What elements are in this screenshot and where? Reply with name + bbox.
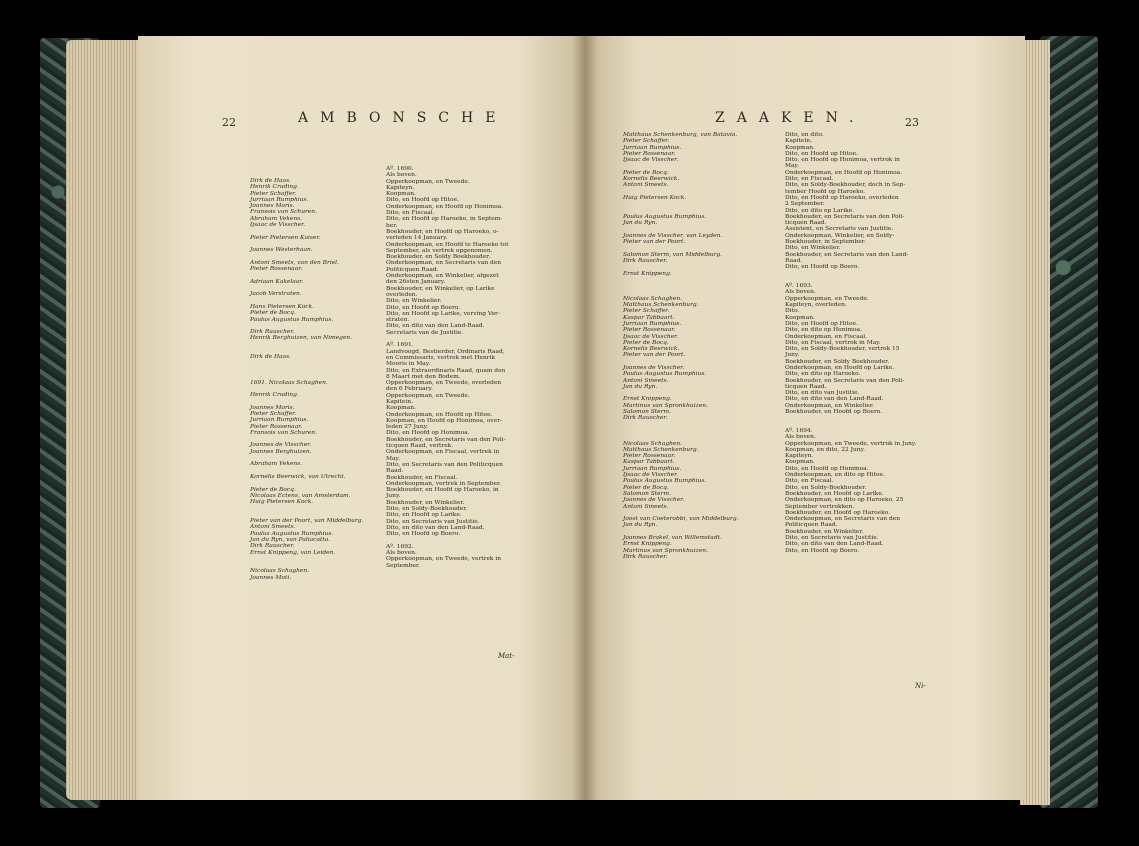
office-line: Dito, en dito van den Land-Raad. [785, 541, 884, 548]
office-line: Koopman. [386, 405, 416, 412]
name-line: Ijsaac de Visscher. [250, 222, 306, 229]
name-line: Joannes Westerhaan. [250, 247, 313, 254]
office-line: Koopman, en dito, 22 Juny. [785, 446, 865, 453]
name-line: Hans Pietersen Kock. [250, 303, 315, 310]
office-line: Dito, en Secretaris van Justitie. [785, 535, 879, 541]
office-line: Als boven. [785, 289, 816, 296]
office-line: Dito, en Secretaris van Justitie. [386, 518, 480, 525]
name-line: Jurriaan Rumphius. [623, 320, 682, 327]
office-line: Aº. 1692. [386, 543, 414, 550]
name-line: Pieter de Bocq. [623, 169, 669, 176]
office-line: Onderkoopman, en Hoofd op Hitoe. [386, 411, 493, 418]
office-line: Boekhouder, en Secretaris van den Poli- [785, 377, 905, 384]
office-line: ticquen Raad, vertrek. [386, 443, 454, 450]
office-line: en Commissaris, vertrek met Henrik [386, 354, 496, 361]
name-line: Ernst Knippeng. [623, 541, 672, 548]
name-line: Jurriaan Rumphius. [623, 465, 682, 472]
name-line: Jurriaan Rumphius. [250, 417, 309, 424]
office-line: Dito, en Hoofd op Boero. [386, 531, 461, 538]
name-line: Pieter de Bocq. [623, 339, 669, 346]
right-page [585, 36, 1025, 800]
office-line: Dito, en Soldy-Boekhouder, doch in Sep- [785, 182, 906, 189]
name-line: Abraham Vekens. [250, 215, 303, 222]
office-line: Assistent, en Secretaris van Justitie. [785, 226, 894, 233]
name-line: Jurriaan Rumphius. [623, 144, 682, 151]
page-number-left: 22 [222, 116, 236, 129]
name-line: Dirk de Haas. [250, 178, 292, 184]
office-line: ticquen Raad. [785, 383, 827, 390]
name-line: Pieter Schaffer. [250, 410, 297, 417]
office-line: Juny. [785, 352, 800, 359]
name-line: Pieter Rossenaar. [623, 453, 676, 460]
office-line: Boekhouder, en Secretaris van den Land- [785, 251, 909, 258]
office-line: Opperkoopman, en Tweede. [785, 295, 869, 302]
office-line: Onderkoopman, en Hoofd op Honimoa. [386, 203, 504, 210]
office-line: leden 27 Juny. [386, 424, 429, 431]
office-line: 2 September. [785, 201, 825, 208]
office-line: Dito, en dito van den Land-Raad. [785, 396, 884, 403]
name-line: Pieter de Bocq. [250, 310, 296, 317]
catchword-right: Ni- [915, 682, 926, 690]
name-line: Nicolaas Schaghen. [623, 295, 683, 302]
name-line: Paulus Augustus Rumphius. [250, 316, 334, 323]
office-line: Dito. [785, 308, 800, 315]
name-line: Matthaus Schenkenburg. [623, 446, 699, 453]
office-line: Raad. [785, 257, 803, 264]
name-line: Salomon Sterm. [623, 490, 671, 497]
office-line: Dito, en dito op Honimoa. [785, 327, 862, 334]
office-line: Onderkoopman, en Fiscaal. [785, 333, 867, 340]
name-line: Joannes Brakel, van Willemstadt. [623, 535, 722, 541]
office-line: Boekhouder, en Hoofd op Haroeko, o- [386, 228, 499, 235]
office-line: Dito, en Fiscaal. [785, 478, 834, 485]
office-line: Boekhouder, en Secretaris van den Poli- [785, 213, 905, 220]
name-line: Paulus Augustus Rumphius. [623, 213, 707, 220]
office-line: Onderkoopman, en Hoofd te Haroeko tot [386, 241, 509, 248]
office-line: Kapiteyn. [386, 184, 415, 191]
name-line: Salomon Sterm, van Middelburg. [623, 251, 723, 258]
office-line: 8 Maart met den Bodem. [386, 373, 461, 380]
office-line: Dito, en dito op Haroeko. [785, 371, 861, 378]
office-line: Boekhouder, en Winkelier, op Larike [386, 285, 495, 292]
office-line: Koopman. [386, 191, 416, 198]
name-line: Joost van Coeterobbi, van Middelburg. [623, 516, 739, 523]
office-line: Dito, en Hoofd op Larike. [386, 512, 462, 519]
name-line: Matthaus Schenkenburg, van Batavia. [623, 132, 738, 138]
office-line: Onderkoopman, en dito op Haroeko, 25 [785, 497, 904, 504]
office-line: Secretaris van de Justitie. [386, 329, 464, 336]
name-line: Henrik Berghuizen, van Nimegen. [250, 335, 353, 342]
office-line: Dito, en Hoofd op Honimoa, vertrok in [785, 157, 900, 164]
name-line: Ernst Knippeng. [623, 396, 672, 403]
name-line: Ijsaac de Visscher. [623, 333, 679, 340]
office-line: Dito, en Hoofd op Boero. [785, 264, 860, 271]
office-line: Dito, en Hoofd op Honimoa. [386, 430, 470, 437]
office-line: Opperkoopman, en Tweede, overleden [386, 380, 502, 387]
office-line: Dito, en dito van den Land-Raad. [386, 524, 485, 531]
name-line: Kornelis Beerwick. [623, 176, 680, 183]
name-line: Joannes Berghuizen. [250, 448, 312, 455]
office-line: Boekhouder, en Winkelier. [386, 499, 465, 506]
office-line: Onderkoopman, en Secretaris van den [785, 516, 901, 523]
name-line: Pieter Rossenaar. [250, 423, 303, 430]
office-line: Dito, en Hoofd op Haroeko, in Septem- [386, 216, 503, 223]
offices-column-left [386, 166, 508, 569]
name-line: Ernst Knippeng. [623, 270, 672, 277]
name-line: Jurriaan Rumphius. [250, 196, 309, 203]
name-line: Pieter Schaffer. [250, 190, 297, 197]
name-line: Martinus van Spronkhuizen. [623, 547, 708, 554]
office-line: Boekhouder, en Hoofd op Haroeko. [785, 509, 891, 516]
name-line: Antoni Smeets. [623, 182, 669, 189]
name-line: Pieter van der Poort. [623, 352, 686, 359]
name-line: Pieter van der Poort. [623, 239, 686, 246]
office-line: Kapitein. [785, 138, 812, 145]
name-line: Jan du Ryn. [623, 220, 658, 227]
office-line: Onderkoopman, Winkelier, en Soldy- [785, 232, 895, 239]
name-line: Paulus Augustus Rumphius. [250, 530, 334, 537]
office-line: Boekhouder, en Soldy Boekhouder. [386, 254, 491, 261]
names-column-right [623, 132, 739, 560]
page-heading-left: AMBONSCHE [298, 110, 508, 126]
office-line: Als boven. [386, 172, 417, 179]
office-line: Juny. [386, 493, 401, 500]
name-line: Adriaan Kakelaar. [250, 278, 304, 285]
name-line: Antoni Smeets. [250, 524, 296, 531]
office-line: Politicquen Raad. [785, 522, 838, 529]
office-line: Als boven. [785, 434, 816, 441]
office-line: Aº. 1693. [785, 283, 813, 290]
office-line: Dito, en dito van Justitie. [785, 390, 860, 397]
name-line: Fransois van Schuren. [250, 429, 317, 436]
name-line: Joannes Moris. [250, 203, 295, 210]
office-line: September. [386, 562, 421, 569]
office-line: Dito, en Hoofd op Honimoa. [785, 465, 869, 472]
office-line: straten. [386, 317, 410, 324]
office-line: Onderkoopman, en dito op Hitoe. [785, 472, 885, 479]
name-line: Joannes de Visscher. [623, 497, 685, 504]
name-line: Jacob Verstraten. [250, 291, 302, 298]
office-line: Boekhouder, in September. [785, 239, 866, 246]
names-column-left [250, 178, 363, 581]
name-line: Antoni Smeets. [623, 503, 669, 510]
name-line: Dirk Rauscher. [623, 257, 668, 264]
name-line: Dirk Rauscher. [623, 553, 668, 560]
name-line: Ijsaac de Visscher. [623, 472, 679, 479]
name-line: Fransois van Schuren. [250, 209, 317, 216]
office-line: verleden 14 January. [386, 235, 448, 242]
office-line: Dito, en Soldy-Boekhouder, vertrok 15 [785, 346, 900, 353]
office-line: Opperkoopman, en Tweede. [386, 392, 470, 399]
name-line: Jan du Ryn. [623, 522, 658, 529]
name-line: Joannes Moris. [250, 404, 295, 411]
office-line: Onderkoopman, en Winkelier. [785, 402, 874, 409]
office-line: Dito, en Hoofd op Boero. [785, 547, 860, 554]
name-line: Huig Pietersen Kock. [250, 499, 314, 506]
office-line: Boekhouder, en Secretaris van den Poli- [386, 436, 506, 443]
office-line: Dito, en Hoofd op Larike, verving Ver- [386, 310, 500, 317]
office-line: Koopman, en Hoofd op Honimoa, over- [386, 417, 503, 424]
office-line: Politicquen Raad. [386, 266, 439, 273]
name-line: Martinus van Spronkhuizen. [623, 402, 708, 409]
name-line: Abraham Vekens. [250, 461, 303, 468]
office-line: Koopman. [785, 144, 815, 151]
office-line: Onderkoopman, en Secretaris van den [386, 260, 502, 267]
office-line: Dito, en Winkelier. [785, 245, 841, 252]
name-line: Pieter Schaffer. [623, 308, 670, 315]
office-line: Dito, en Secretaris van den Politicquen [386, 461, 503, 468]
office-line: overleden. [386, 291, 418, 298]
office-line: tember Hoofd op Haroeko. [785, 188, 866, 195]
name-line: Kaspar Tabbaart. [623, 314, 675, 321]
office-line: Boekhouder, en Winkelier. [785, 528, 864, 535]
office-line: September vertrokken. [785, 503, 855, 510]
office-line: den 26sten January. [386, 279, 446, 286]
name-line: Joannes de Visscher. [250, 442, 312, 449]
office-line: Landvoogd, Bestierder, Ordinaris Raad, [386, 348, 505, 355]
name-line: Dirk de Haas. [250, 354, 292, 361]
name-line: Joannes Moti. [250, 574, 292, 581]
name-line: Nicolaas Schaghen. [250, 568, 310, 575]
name-line: Pieter Rossenaar. [623, 150, 676, 157]
office-line: May. [785, 163, 799, 170]
office-line: Onderkoopman, en Fiscaal, vertrek in [386, 449, 500, 456]
office-line: Boekhouder, en Hoofd op Boero. [785, 409, 883, 416]
name-line: Pieter Rossenaar. [623, 327, 676, 334]
page-edges-left [66, 40, 144, 800]
office-line: Koopman. [785, 314, 815, 321]
book-gutter [572, 36, 598, 800]
office-line: Dito, en dito. [785, 132, 824, 138]
office-line: September, als vertrek opgenomen. [386, 247, 493, 254]
office-line: Dito, en dito op Larike. [785, 207, 855, 214]
name-line: Salomon Sterm. [623, 409, 671, 416]
office-line: Dito, en Hoofd op Boero. [386, 304, 461, 311]
office-line: Kapiteyn, overleden. [785, 302, 847, 309]
office-line: Opperkoopman, en Tweede, vertrek in [386, 556, 502, 563]
name-line: Kornelis Beerwick. [623, 346, 680, 353]
office-line: Raad. [386, 468, 404, 475]
office-line: Aº. 1690. [386, 166, 414, 172]
office-line: Dito, en Soldy-Boekhouder. [386, 506, 468, 513]
office-line: Dito, en Fiscaal. [386, 210, 435, 217]
name-line: Ijsaac de Visscher. [623, 157, 679, 164]
office-line: Kapiteyn. [785, 453, 814, 460]
left-page [138, 36, 585, 800]
name-line: Pieter de Bocq. [623, 484, 669, 491]
name-line: Kaspar Tabbaart. [623, 459, 675, 466]
office-line: Als boven. [386, 550, 417, 557]
office-line: Boekhouder, en Soldy Boekhouder. [785, 358, 890, 365]
office-line: Boekhouder, en Hoofd op Larike. [785, 490, 884, 497]
name-line: Jan du Ryn. [623, 383, 658, 390]
name-line: Pieter van der Poort, van Middelburg. [250, 518, 364, 525]
name-line: Huig Pietersen Kock. [623, 194, 687, 201]
office-line: Kapitein. [386, 398, 413, 405]
name-line: Henrik Cruding. [250, 392, 299, 399]
office-line: Onderkoopman, en Hoofd op Larike. [785, 364, 895, 371]
office-line: May. [386, 455, 400, 462]
office-line: Boekhouder, en Fiscaal. [386, 474, 458, 481]
name-line: Dirk Rauscher. [623, 415, 668, 422]
office-line: ticquen Raad. [785, 220, 827, 227]
office-line: ber. [386, 222, 398, 229]
office-line: Dito, en Hoofd op Haroeko, overleden [785, 194, 899, 201]
name-line: Pieter de Bocq. [250, 486, 296, 493]
office-line: Opperkoopman, en Tweede. [386, 178, 470, 185]
office-line: Dito, en dito van den Land-Raad. [386, 323, 485, 330]
name-line: Kornelis Beerwick, van Utrecht. [250, 473, 346, 480]
name-line: Henrik Cruding. [250, 184, 299, 191]
name-line: Paulus Augustus Rumphius. [623, 478, 707, 485]
office-line: Onderkoopman, en Winkelier, afgezet [386, 273, 499, 280]
office-line: Dito, en Extraordinaris Raad, quam den [386, 367, 506, 374]
office-line: Aº. 1694. [785, 427, 813, 434]
name-line: Pieter Schaffer. [623, 138, 670, 145]
name-line: Ernst Knippeng, van Leiden. [250, 549, 336, 556]
name-line: Dirk Rauscher. [250, 329, 295, 336]
office-line: Koopman. [785, 459, 815, 466]
name-line: Nicolaas Schaghen. [623, 440, 683, 447]
office-line: Dito, en Hoofd op Hitoe. [386, 197, 459, 204]
office-line: Dito, en Hoofd op Hitoe. [785, 150, 858, 157]
office-line: Dito, en Winkelier. [386, 298, 442, 305]
name-line: Paulus Augustus Rumphius. [623, 371, 707, 378]
page-number-right: 23 [905, 116, 919, 129]
catchword-left: Mat- [498, 652, 515, 660]
name-line: Antoni Smeets. [623, 377, 669, 384]
office-line: Opperkoopman, en Tweede, vertrok in Juny. [785, 440, 917, 447]
name-line: Joannes de Visscher. [623, 364, 685, 371]
office-line: Dito, en Soldy-Boekhouder. [785, 484, 867, 491]
offices-column-right [785, 132, 916, 554]
name-line: Dirk Rauscher. [250, 543, 295, 550]
office-line: Onderkoopman, vertrek in September. [386, 480, 502, 487]
office-line: Dito, en Hoofd op Hitoe. [785, 320, 858, 327]
name-line: Antoni Smeets, van den Briel. [250, 259, 339, 266]
office-line: Boekhouder, en Hoofd op Haroeko, in [386, 487, 499, 494]
office-line: Dito, en Fiscaal, vertrok in May. [785, 339, 881, 346]
page-heading-right: ZAAKEN. [715, 110, 866, 126]
name-line: Jan du Ryn, van Paliacatta. [250, 536, 331, 543]
name-line: 1691. Nicolaas Schaghen. [250, 379, 328, 386]
office-line: Mooris in May. [386, 361, 431, 368]
office-line: Aº. 1691. [386, 342, 414, 349]
name-line: Pieter Pietersen Kaiser. [250, 234, 321, 241]
name-line: Nicolaas Ectens, van Amsterdam. [250, 492, 351, 499]
office-line: Dito, en Fiscaal. [785, 176, 834, 183]
name-line: Pieter Rossenaar. [250, 266, 303, 273]
office-line: Onderkoopman, en Hoofd op Honimoa. [785, 169, 903, 176]
name-line: Matthaus Schenkenburg. [623, 302, 699, 309]
office-line: den 6 February. [386, 386, 433, 393]
name-line: Joannes de Visscher, van Leyden. [623, 232, 723, 239]
